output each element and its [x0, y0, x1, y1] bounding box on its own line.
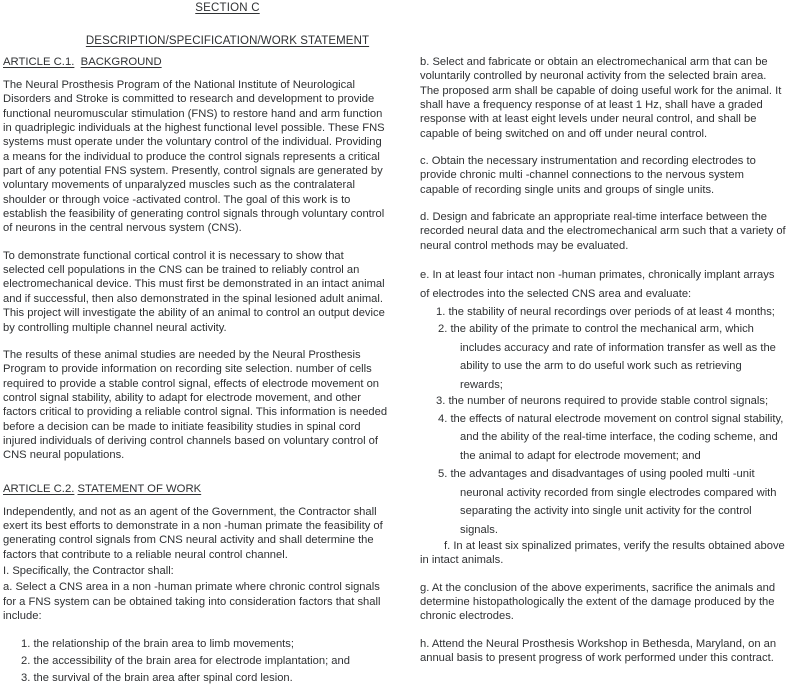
article-c2-specifically: I. Specifically, the Contractor shall: [3, 564, 174, 577]
work-item-a-sublist [3, 636, 388, 686]
article-c2-title: STATEMENT OF WORK [77, 482, 202, 495]
work-item-e-subitem-5: 5. the advantages and disadvantages of using pooled multi -unit neuronal activity recorded from single electrodes compared with separating the activity into single unit activity for the control signals. [438, 468, 777, 536]
work-item-e-subitem-2: 2. the ability of the primate to control the mechanical arm, which includes accuracy and rate of information transfer as well as the ability to use the arm to do useful work such as retrieving rewards; [438, 323, 776, 391]
item-gap-f-g [420, 568, 786, 581]
article-c1-paragraph-2: To demonstrate functional cortical control it is necessary to show that selected cell populations in the CNS can be trained to reliably control an electromechanical device. This must first be demonstrated in an intact animal and if successful, then also demonstrated in the spinal lesioned adult animal. This project will investigate the ability of an animal to control an output device by controlling multiple channel neural activity. [3, 249, 385, 334]
work-item-e-subitem-3: 3. the number of neurons required to provide stable control signals; [436, 395, 769, 408]
work-item-a: a. Select a CNS area in a non -human primate where chronic control signals for a FNS system can be obtained taking into consideration factors that shall include: [3, 581, 381, 622]
work-item-b: b. Select and fabricate or obtain an electromechanical arm that can be voluntarily controlled by neuronal activity from the selected brain area. The proposed arm shall be capable of doing useful work for the animal. It shall have a frequency response of at least 1 Hz, shall have a graded response with at least eight levels under neural control, and shall be capable of being switched on and off under neural control. [420, 56, 782, 140]
work-item-a-subitem-3: 3. the survival of the brain area after spinal cord lesion. [21, 671, 293, 684]
work-item-e-sublist [420, 305, 786, 539]
work-item-g: g. At the conclusion of the above experiments, sacrifice the animals and determine histopathologically the extent of the damage produced by the chronic electrodes. [420, 581, 776, 623]
work-item-d: d. Design and fabricate an appropriate real-time interface between the recorded neural data and the electromechanical arm such that a variety of neural control methods may be evaluated. [420, 211, 786, 252]
article-c1-title: BACKGROUND [80, 56, 162, 68]
work-item-h: h. Attend the Neural Prosthesis Workshop in Bethesda, Maryland, on an annual basis to present progress of work performed under this contract. [420, 637, 777, 665]
work-item-e-subitem-1: 1. the stability of neural recordings over periods of at least 4 months; [436, 306, 775, 319]
article-c1-heading [3, 55, 388, 69]
article-c1-label: ARTICLE C.1. [3, 56, 75, 68]
work-item-e-subitem-4: 4. the effects of natural electrode movement on control signal stability, and the ability of the real-time interface, the coding scheme, and the animal to adapt for electrode movement; and [438, 412, 784, 462]
right-column [420, 55, 786, 678]
document-heading-block [0, 0, 455, 48]
article-c1-paragraph-3: The results of these animal studies are needed by the Neural Prosthesis Program to provide information on recording site selection. number of cells required to provide a stable control signal, effects of electrode movement on control signal stability, ability to adapt for electrode movement, and other factors critical to providing a reliable control signal. This information is needed before a decision can be made to initiate feasibility studies in spinal cord injured individuals of deriving control channels based on voluntary control of CNS neural populations. [3, 348, 388, 462]
page-title: SECTION C [195, 2, 260, 14]
article-c2-label: ARTICLE C.2. [3, 482, 75, 495]
work-item-a-subitem-2: 2. the accessibility of the brain area for electrode implantation; and [21, 654, 350, 667]
article-c2-heading [3, 482, 388, 496]
work-item-a-subitem-1: 1. the relationship of the brain area to limb movements; [21, 638, 294, 651]
work-item-e: e. In at least four intact non -human primates, chronically implant arrays of electrodes into the selected CNS area and evaluate: [420, 269, 775, 300]
work-item-f: f. In at least six spinalized primates, verify the results obtained above in intact animals. [420, 540, 785, 567]
article-c1-paragraph-1: The Neural Prosthesis Program of the National Institute of Neurological Disorders and Stroke is committed to research and development to provide functional neuromuscular stimulation (FNS) to restore hand and arm function in quadriplegic individuals at the highest functional level possible. These FNS systems must operate under the voluntary control of the individual. Providing a means for the individual to produce the control signals represents a critical part of any potential FNS system. Presently, control signals are generated by voluntary movements of unparalyzed muscles such as the contralateral shoulder or through voice -activated control. The goal of this work is to establish the feasibility of generating control signals through voluntary control of neurons in the central nervous system (CNS). [3, 79, 385, 235]
left-column [3, 55, 388, 686]
article-c2-intro: Independently, and not as an agent of the Government, the Contractor shall exert its best efforts to demonstrate in a non -human primate the feasibility of generating control signals from CNS neural activity and shall determine the factors that contribute to a reliable neural control channel. [3, 505, 383, 561]
work-item-c: c. Obtain the necessary instrumentation and recording electrodes to provide chronic multi -channel connections to the nervous system capable of recording single units and groups of single units. [420, 155, 756, 196]
page-subtitle: DESCRIPTION/SPECIFICATION/WORK STATEMENT [85, 35, 370, 47]
